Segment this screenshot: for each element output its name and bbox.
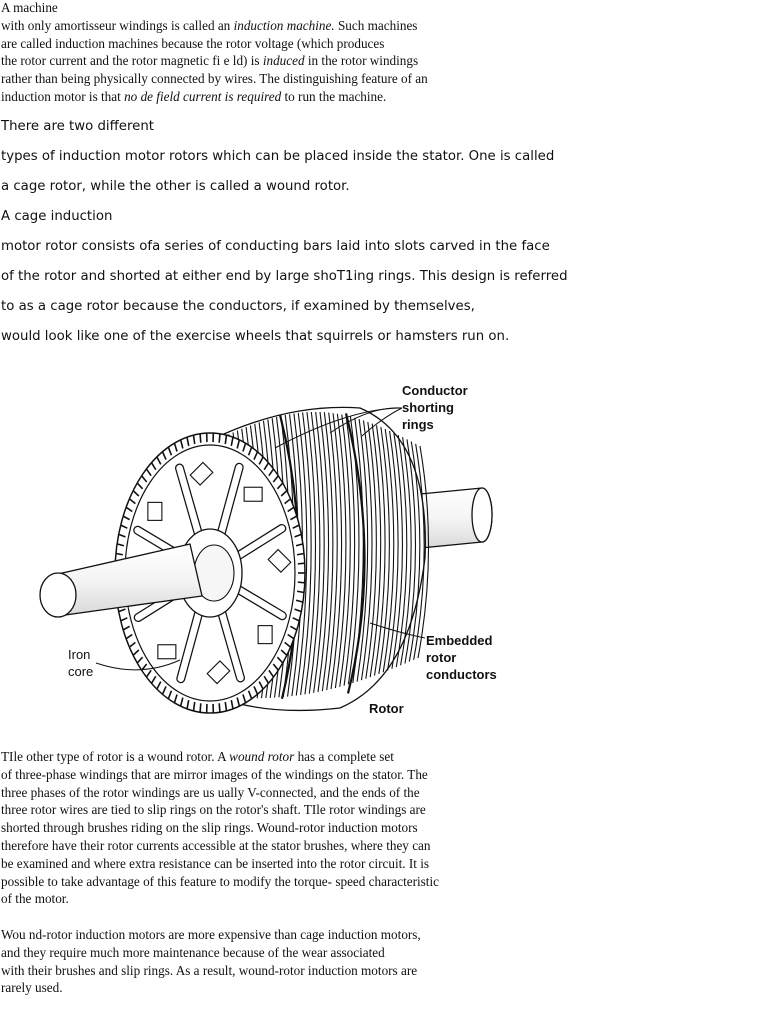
text-run: induction motor is that [1,88,125,104]
text-run: Wou nd-rotor induction motors are more expensive than cage induction motors, [1,927,421,942]
cage-rotor-line: would look like one of the exercise wheels that squirrels or hamsters run on. [1,329,510,344]
cage-rotor-line: a cage rotor, while the other is called a wound rotor. [1,179,350,194]
wound-rotor-line [1,801,439,819]
text-run: shorted through brushes riding on the slip rings. Wound-rotor induction motors [1,820,418,836]
text-run: in the rotor windings [304,53,419,69]
italic-term: induced [262,53,305,69]
paragraph-cage-rotor [1,118,568,358]
cage-rotor-line: A cage induction [1,209,113,224]
text-run: three rotor wires are tied to slip rings on the rotor's shaft. TIle rotor windings are [1,802,426,818]
induction-machine-line [1,17,428,35]
italic-term: induction machine. [233,17,335,33]
text-run: of the motor. [1,891,69,907]
wound-rotor-line [1,784,439,802]
rim-tooth [200,434,201,443]
induction-machine-line [1,0,428,17]
italic-term: wound rotor [229,749,295,764]
induction-machine-line [1,88,428,106]
fan-blade [158,645,176,659]
label-conductor-shorting-rings: Conductor shorting rings [402,383,468,432]
text-run: with their brushes and slip rings. As a result, wound-rotor induction motors are [1,962,418,978]
label-iron-core: Iron core [68,647,94,679]
rim-tooth [298,582,305,583]
paragraph-wound-rotor-cost [1,926,421,997]
paragraph-wound-rotor [1,748,439,908]
rim-tooth [298,563,305,564]
induction-machine-line [1,70,428,88]
wound-rotor-cost-line [1,979,421,997]
text-run: Such machines [334,17,418,33]
cage-rotor-line: of the rotor and shorted at either end by large shoT1ing rings. This design is referred [1,269,568,284]
text-run: three phases of the rotor windings are us ually V-connected, and the ends of the [1,784,420,800]
text-run: A machine [1,0,58,15]
wound-rotor-cost-line [1,926,421,944]
rim-tooth [219,434,220,443]
text-run: to run the machine. [281,88,387,104]
text-run: and they require much more maintenance because of the wear associated [1,944,385,960]
text-run: has a complete set [294,749,394,764]
text-run: TIle other type of rotor is a wound rotor. A [1,749,230,764]
cage-rotor-line: to as a cage rotor because the conductors, if examined by themselves, [1,299,475,314]
fan-blade [244,487,262,501]
label-embedded-rotor-conductors: Embedded rotor conductors [426,633,497,682]
wound-rotor-line [1,855,439,873]
wound-rotor-line [1,837,439,855]
text-run: the rotor current and the rotor magnetic fi e ld) is [1,53,263,69]
wound-rotor-cost-line [1,962,421,980]
text-run: rarely used. [1,980,63,996]
fan-blade [258,626,272,644]
italic-term: no de field current is required [124,88,282,104]
rim-tooth [200,703,201,712]
text-run: with only amortisseur windings is called an [1,17,234,33]
rotor-figure [30,378,550,723]
cage-rotor-line: types of induction motor rotors which can be placed inside the stator. One is called [1,149,555,164]
cage-rotor-line: motor rotor consists ofa series of conducting bars laid into slots carved in the face [1,239,550,254]
fan-blade [148,502,162,520]
text-run: therefore have their rotor currents accessible at the stator brushes, where they can [1,837,431,853]
wound-rotor-line [1,819,439,837]
text-run: are called induction machines because the rotor voltage (which produces [1,35,385,51]
induction-machine-line [1,35,428,53]
wound-rotor-line [1,766,439,784]
wound-rotor-cost-line [1,944,421,962]
rim-tooth [219,703,220,712]
paragraph-induction-machine [1,0,428,106]
wound-rotor-line [1,873,439,891]
text-run: be examined and where extra resistance can be inserted into the rotor circuit. It is [1,855,430,871]
text-run: of three-phase windings that are mirror images of the windings on the stator. The [1,766,428,782]
wound-rotor-line [1,890,439,908]
figure-caption: Rotor [369,701,404,716]
cage-rotor-line: There are two different [1,119,154,134]
induction-machine-line [1,52,428,70]
wound-rotor-line [1,748,439,766]
text-run: possible to take advantage of this feature to modify the torque- speed characteristic [1,873,439,889]
text-run: rather than being physically connected by wires. The distinguishing feature of an [1,71,428,87]
